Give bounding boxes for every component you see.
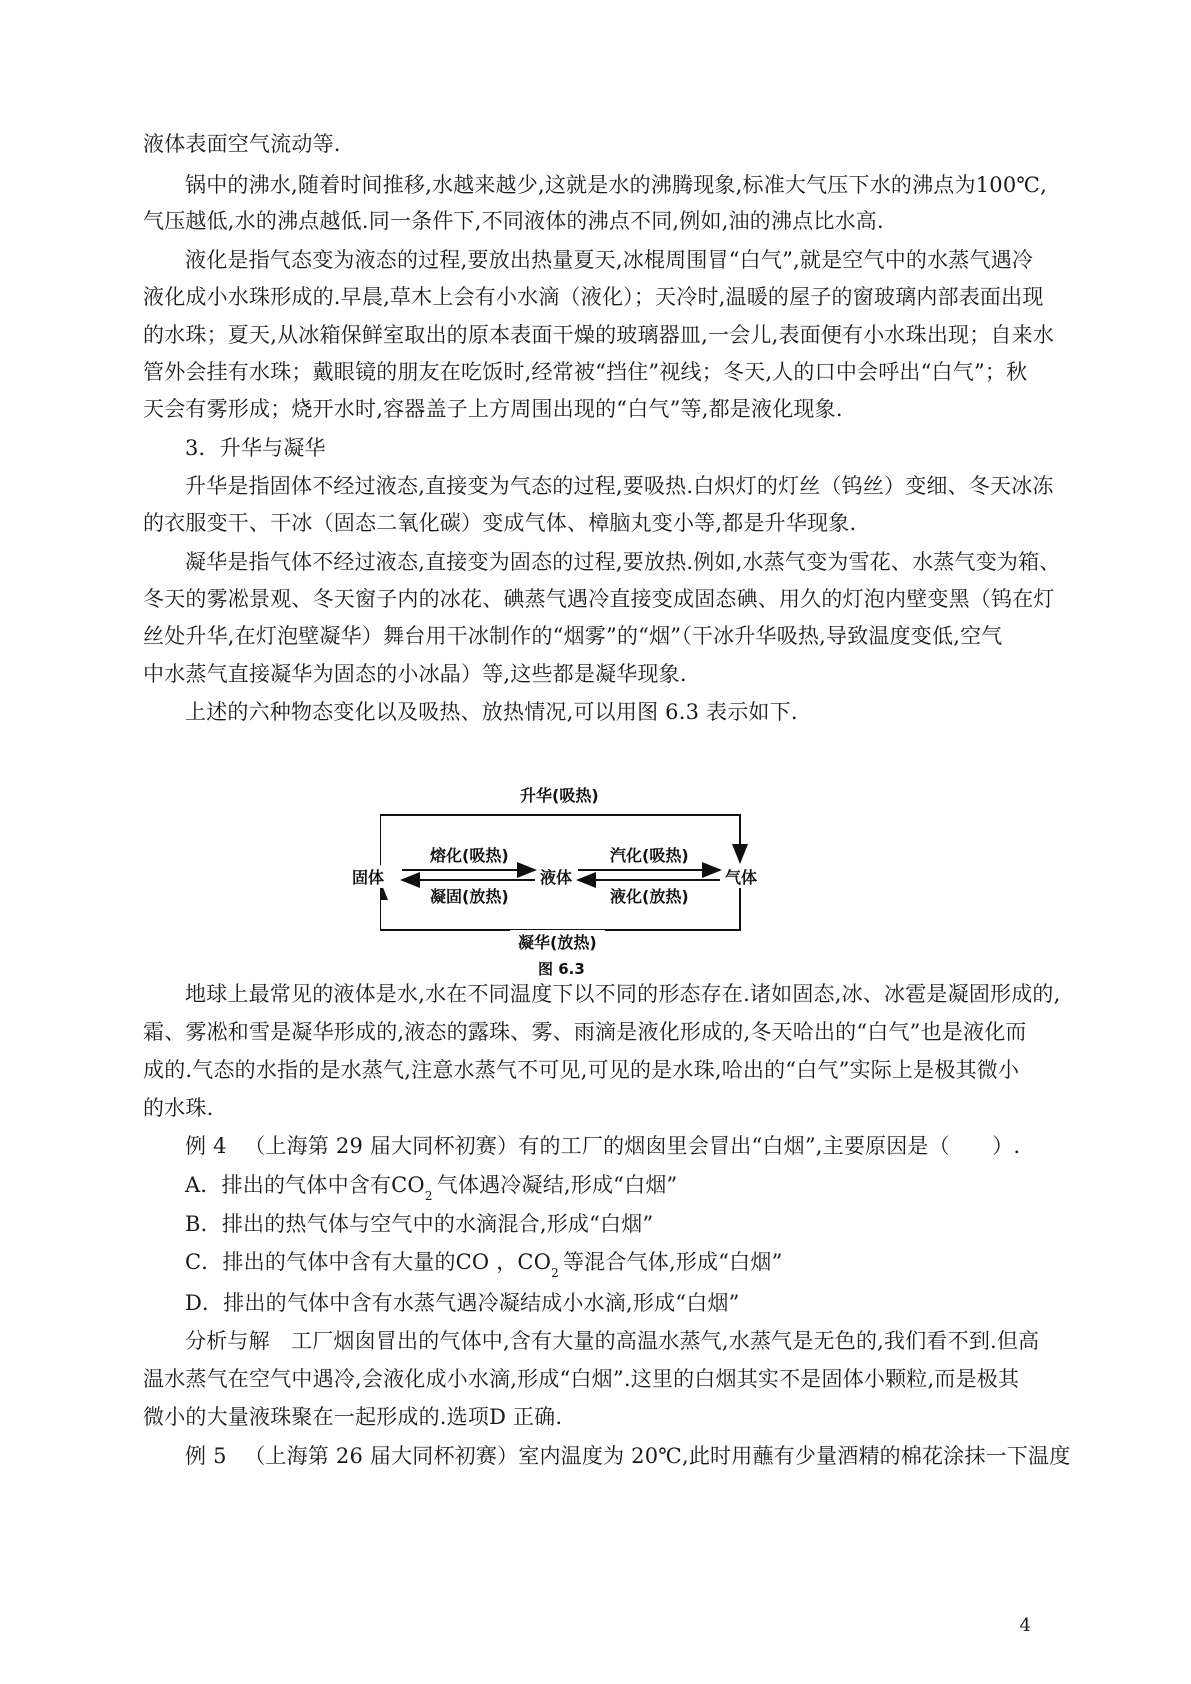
liquefaction-label: 液化(放热) <box>610 887 689 906</box>
state-change-diagram <box>352 786 820 980</box>
paragraph-line: 气压越低,水的沸点越低.同一条件下,不同液体的沸点不同,例如,油的沸点比水高. <box>143 209 884 233</box>
option-a <box>185 1170 677 1211</box>
option-c-text: C．排出的气体中含有大量的CO ，CO <box>185 1250 552 1274</box>
paragraph-line: 地球上最常见的液体是水,水在不同温度下以不同的形态存在.诸如固态,冰、冰雹是凝固形成的, <box>185 982 1061 1006</box>
paragraph-line: 锅中的沸水,随着时间推移,水越来越少,这就是水的沸腾现象,标准大气压下水的沸点为100℃, <box>185 173 1047 197</box>
example-question: 例 5 （上海第 26 届大同杯初赛）室内温度为 20℃,此时用蘸有少量酒精的棉花涂抹一下温度 <box>185 1444 1071 1468</box>
liquid-label: 液体 <box>540 868 573 887</box>
melting-label: 熔化(吸热) <box>430 846 509 865</box>
vaporization-label: 汽化(吸热) <box>610 846 689 865</box>
solid-label: 固体 <box>352 865 384 888</box>
option-c <box>185 1247 783 1288</box>
deposition-label: 凝华(放热) <box>510 930 605 953</box>
subscript: 2 <box>551 1266 559 1280</box>
paragraph-line: 丝处升华,在灯泡壁凝华）舞台用干冰制作的“烟雾”的“烟”（干冰升华吸热,导致温度变低,空气 <box>143 624 1003 648</box>
paragraph-line: 冬天的雾凇景观、冬天窗子内的冰花、碘蒸气遇冷直接变成固态碘、用久的灯泡内壁变黑（钨在灯 <box>143 587 1055 611</box>
paragraph-line: 天会有雾形成；烧开水时,容器盖子上方周围出现的“白气”等,都是液化现象. <box>143 397 843 421</box>
figure-caption: 图 6.3 <box>538 960 585 978</box>
subscript: 2 <box>424 1189 433 1203</box>
paragraph-line: 的水珠. <box>143 1096 214 1120</box>
paragraph-line: 上述的六种物态变化以及吸热、放热情况,可以用图 6.3 表示如下. <box>185 700 798 724</box>
page-number: 4 <box>1019 1615 1031 1636</box>
paragraph-line: 凝华是指气体不经过液态,直接变为固态的过程,要放热.例如,水蒸气变为雪花、水蒸气变为箱、 <box>185 550 1061 574</box>
paragraph-line: 液化是指气态变为液态的过程,要放出热量夏天,冰棍周围冒“白气”,就是空气中的水蒸气遇冷 <box>185 248 1034 272</box>
section-heading: 3．升华与凝华 <box>185 436 326 460</box>
paragraph-line: 液体表面空气流动等. <box>143 132 341 156</box>
analysis-paragraph: 分析与解 工厂烟囱冒出的气体中,含有大量的高温水蒸气,水蒸气是无色的,我们看不到.但高 <box>185 1329 1040 1353</box>
sublimation-label: 升华(吸热) <box>520 786 599 805</box>
option-b: B．排出的热气体与空气中的水滴混合,形成“白烟” <box>185 1212 654 1236</box>
option-c-text-rest: 等混合气体,形成“白烟” <box>562 1250 783 1274</box>
paragraph-line: 微小的大量液珠聚在一起形成的.选项D 正确. <box>143 1405 563 1429</box>
paragraph-line: 成的.气态的水指的是水蒸气,注意水蒸气不可见,可见的是水珠,哈出的“白气”实际上是极其微小 <box>143 1058 1020 1082</box>
gas-label: 气体 <box>725 865 757 888</box>
option-d: D．排出的气体中含有水蒸气遇冷凝结成小水滴,形成“白烟” <box>185 1291 740 1315</box>
paragraph-line: 的衣服变干、干冰（固态二氧化碳）变成气体、樟脑丸变小等,都是升华现象. <box>143 511 857 535</box>
example-question: 例 4 （上海第 29 届大同杯初赛）有的工厂的烟囱里会冒出“白烟”,主要原因是（ ）. <box>185 1134 1021 1158</box>
freezing-label: 凝固(放热) <box>430 887 509 906</box>
option-a-text-rest: 气体遇冷凝结,形成“白烟” <box>436 1173 678 1197</box>
paragraph-line: 中水蒸气直接凝华为固态的小冰晶）等,这些都是凝华现象. <box>143 662 687 686</box>
option-a-text: A．排出的气体中含有CO <box>185 1173 425 1197</box>
paragraph-line: 管外会挂有水珠；戴眼镜的朋友在吃饭时,经常被“挡住”视线；冬天,人的口中会呼出“白气”；秋 <box>143 360 1028 384</box>
paragraph-line: 液化成小水珠形成的.早晨,草木上会有小水滴（液化）；天冷时,温暖的屋子的窗玻璃内部表面出现 <box>143 285 1044 309</box>
paragraph-line: 温水蒸气在空气中遇冷,会液化成小水滴,形成“白烟”.这里的白烟其实不是固体小颗粒,而是极其 <box>143 1367 1020 1391</box>
paragraph-line: 的水珠；夏天,从冰箱保鲜室取出的原本表面干燥的玻璃器皿,一会儿,表面便有小水珠出现；自来水 <box>143 323 1055 347</box>
paragraph-line: 升华是指固体不经过液态,直接变为气态的过程,要吸热.白炽灯的灯丝（钨丝）变细、冬天冰冻 <box>185 474 1054 498</box>
paragraph-line: 霜、雾凇和雪是凝华形成的,液态的露珠、雾、雨滴是液化形成的,冬天哈出的“白气”也是液化而 <box>143 1020 1027 1044</box>
